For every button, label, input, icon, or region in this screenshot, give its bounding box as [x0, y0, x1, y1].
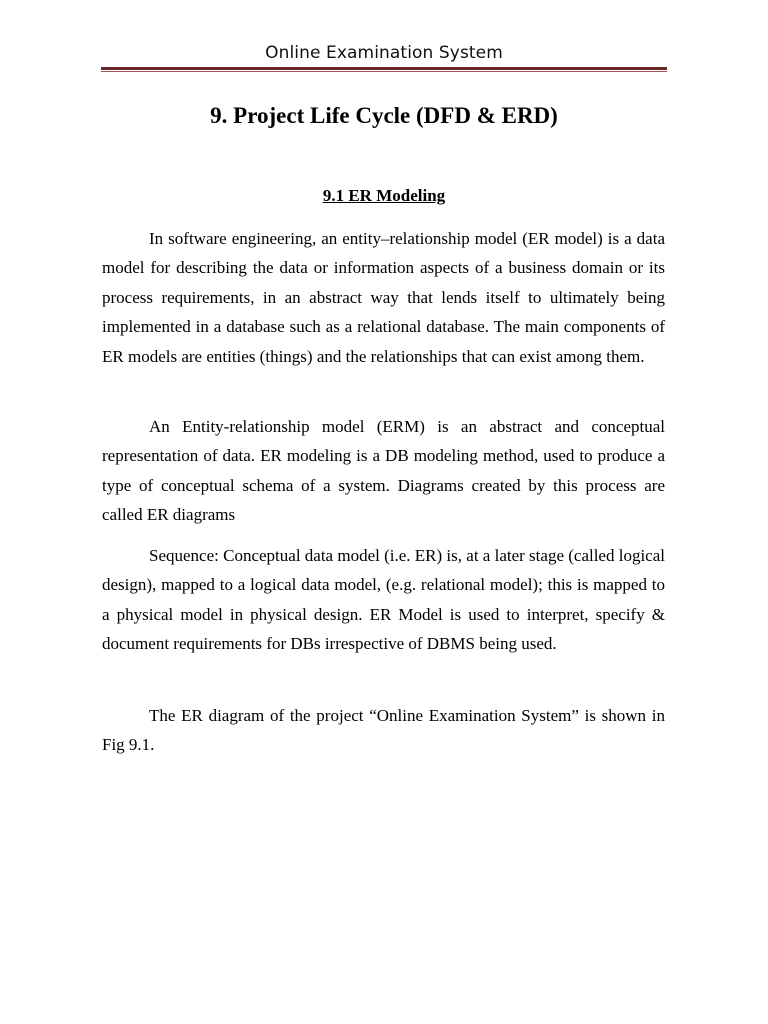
header-rule: [101, 67, 667, 73]
chapter-title: 9. Project Life Cycle (DFD & ERD): [210, 103, 558, 128]
running-header: Online Examination System: [265, 43, 503, 63]
paragraph-erm-description: An Entity-relationship model (ERM) is an abstract and conceptual representation of data. ER modeling is a DB modeling method, used to produce a type of conceptual schema of a system. Diagrams created by this process are called ER diagrams: [102, 417, 665, 525]
section-heading: 9.1 ER Modeling: [322, 186, 446, 205]
paragraph-er-model-definition: In software engineering, an entity–relationship model (ER model) is a data model for describing the data or information aspects of a business domain or its process requirements, in an abstract way that lends itself to ultimately being implemented in a database such as a relational database. The main components of ER models are entities (things) and the relationships that can exist among them.: [102, 229, 665, 366]
paragraph-sequence: Sequence: Conceptual data model (i.e. ER) is, at a later stage (called logical design), mapped to a logical data model, (e.g. relational model); this is mapped to a physical model in physical design. ER Model is used to interpret, specify & document requirements for DBs irrespective of DBMS being used.: [102, 546, 665, 654]
header-rule-thin: [101, 71, 667, 72]
paragraph-figure-reference: The ER diagram of the project “Online Examination System” is shown in Fig 9.1.: [102, 706, 665, 755]
header-rule-thick: [101, 67, 667, 70]
